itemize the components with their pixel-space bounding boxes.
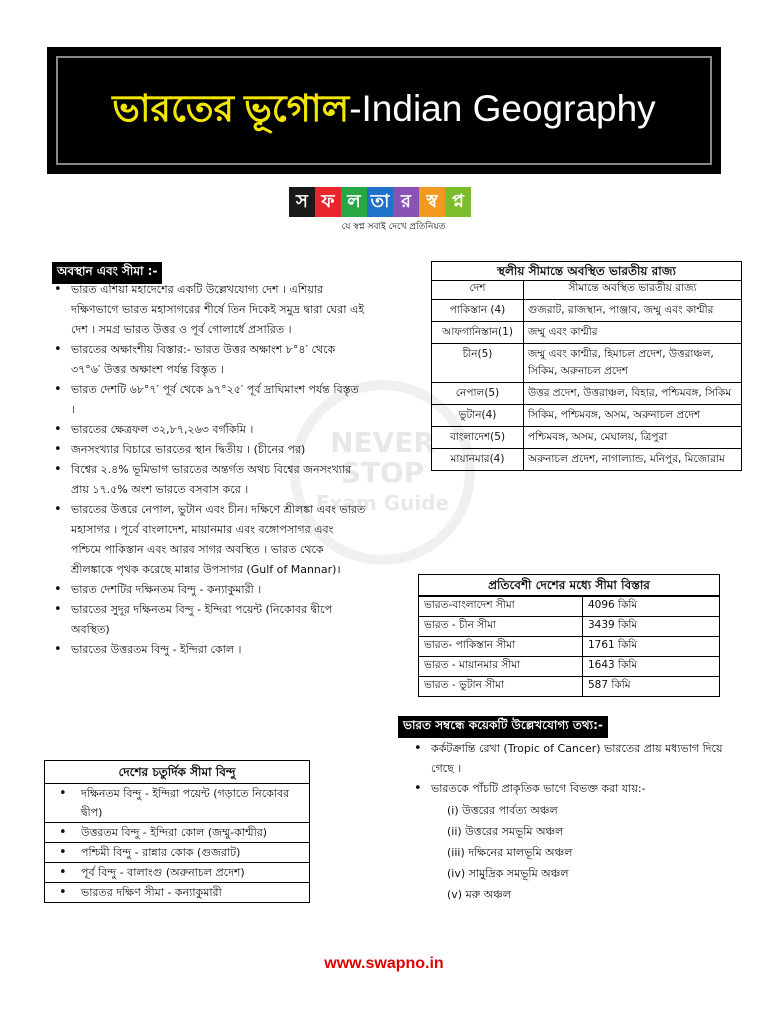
states-cell: পশ্চিমবঙ্গ, অসম, মেঘালয়, ত্রিপুরা (524, 427, 742, 449)
list-item: • ভারত দেশটি ৬৮°৭′ পূর্ব থেকে ৯৭°২৫′ পূর্ব দ্রাঘিমাংশ পর্যন্ত বিস্তৃত । (44, 380, 366, 420)
table-row (432, 383, 742, 405)
states-cell: গুজরাট, রাজস্থান, পাঞ্জাব, জম্মু এবং কাশ্মীর (524, 300, 742, 322)
border-length-cell: 587 কিমি (583, 677, 720, 697)
table-row (432, 322, 742, 344)
states-cell: অরুনাচল প্রদেশ, নাগাল্যান্ড, মনিপুর, মিজোরাম (524, 449, 742, 471)
region-item: (iii) দক্ষিনের মালভূমি অঞ্চল (447, 846, 573, 859)
list-item: • ভারতর দক্ষিণ সীমা - কন্যাকুমারী (45, 883, 309, 902)
title-english: -Indian Geography (349, 88, 656, 129)
border-points-list (45, 784, 309, 902)
table-row (432, 405, 742, 427)
table-row (432, 427, 742, 449)
brand-logo (289, 187, 471, 217)
list-item: • ভারত দেশটির দক্ষিনতম বিন্দু - কন্যাকুমারী । (44, 580, 366, 600)
column-header: দেশ (432, 281, 524, 300)
list-item: • জনসংখ্যার বিচারে ভারতের স্থান দ্বিতীয় । (চীনের পর) (44, 440, 366, 460)
region-item: (ii) উত্তরের সমভূমি অঞ্চল (447, 825, 564, 838)
border-length-cell: 1761 কিমি (583, 637, 720, 657)
border-length-cell: 1643 কিমি (583, 657, 720, 677)
logo-tile: র (393, 187, 419, 217)
logo-tile: তা (367, 187, 393, 217)
logo-tile: প্ন (445, 187, 471, 217)
table-row (419, 637, 720, 657)
watermark-line: Exam Guide (315, 490, 450, 515)
list-item: • পূর্ব বিন্দু - বালাংগু (অরুনাচল প্রদেশ) (45, 863, 309, 883)
border-name-cell: ভারত - ভুটান সীমা (419, 677, 583, 697)
title-banner-frame (56, 56, 712, 165)
footer-url[interactable]: www.swapno.in (324, 955, 444, 972)
page-title (112, 79, 655, 142)
list-item: • ভারতের উত্তরতম বিন্দু - ইন্দিরা কোল । (44, 640, 366, 660)
region-item: (iv) সামুদ্রিক সমভূমি অঞ্চল (447, 867, 569, 880)
border-name-cell: ভারত- পাকিস্তান সীমা (419, 637, 583, 657)
states-table (431, 280, 742, 471)
regions-list (447, 800, 572, 905)
country-cell: ভুটান(4) (432, 405, 524, 427)
border-points-box (44, 760, 310, 903)
border-length-table (418, 596, 720, 697)
list-item: • কর্কটক্রান্তি রেখা (Tropic of Cancer) ভারতের প্রায় মধ্যভাগ দিয়ে গেছে । (404, 739, 734, 779)
watermark-line: NEVER (330, 425, 435, 459)
watermark-line: STOP (340, 455, 425, 489)
border-length-cell: 3439 কিমি (583, 617, 720, 637)
logo-tile: ল (341, 187, 367, 217)
table-header-row (432, 281, 742, 300)
column-header: সীমান্তে অবস্থিত ভারতীয় রাজ্য (524, 281, 742, 300)
logo-tagline: যে স্বপ্ন সবাই দেখে প্রতিনিয়ত (341, 222, 446, 232)
facts-heading: ভারত সম্বন্ধে কয়েকটি উল্লেখযোগ্য তথ্য:- (398, 716, 608, 738)
country-cell: মায়ানমার(4) (432, 449, 524, 471)
table-row (432, 449, 742, 471)
list-item: • পশ্চিমী বিন্দু - রান্নার কোক (গুজরাট) (45, 843, 309, 863)
region-item: (v) মরু অঞ্চল (447, 888, 511, 901)
list-item: • ভারতের উত্তরে নেপাল, ভুটান এবং চীন। দক্ষিণে শ্রীলঙ্কা এবং ভারত মহাসাগর । পূর্বে বাংলাদেশ, মায়ানমার এবং বঙ্গোপসাগর এবং পশ্চিমে পাকিস্তান এবং আরব সাগর অবস্থিত । ভারত থেকে শ্রীলঙ্কাকে পৃথক করেছে মান্নার উপসাগর (Gulf of Mannar)। (44, 500, 366, 580)
states-cell: উত্তর প্রদেশ, উত্তরাঞ্চল, বিহার, পশ্চিমবঙ্গ, সিকিম (524, 383, 742, 405)
country-cell: নেপাল(5) (432, 383, 524, 405)
region-item: (i) উত্তরের পার্বত্য অঞ্চল (447, 804, 558, 817)
table-row (432, 300, 742, 322)
logo-tile: স্ব (419, 187, 445, 217)
country-cell: পাকিস্তান (4) (432, 300, 524, 322)
list-item: • ভারতের অক্ষাংশীয় বিস্তার:- ভারত উত্তর অক্ষাংশ ৮°৪′ থেকে ৩৭°৬′ উত্তর অক্ষাংশ পর্যন্ত বিস্তৃত । (44, 340, 366, 380)
facts-list (404, 739, 734, 799)
country-cell: বাংলাদেশ(5) (432, 427, 524, 449)
country-cell: চীন(5) (432, 344, 524, 383)
location-list (44, 280, 366, 660)
location-heading: অবস্থান এবং সীমা :- (52, 262, 162, 284)
list-item: • দক্ষিনতম বিন্দু - ইন্দিরা পয়েন্ট (গড়াতে নিকোবর দ্বীপ) (45, 784, 309, 823)
states-cell: জম্মু এবং কাশ্মীর (524, 322, 742, 344)
list-item: • উত্তরতম বিন্দু - ইন্দিরা কোল (জম্মু-কাশ্মীর) (45, 823, 309, 843)
list-item: • ভারতকে পাঁচটি প্রাকৃতিক ভাগে বিভক্ত করা যায়:- (404, 779, 734, 799)
table-row (419, 597, 720, 617)
list-item: • ভারতের সুদূর দক্ষিনতম বিন্দু - ইন্দিরা পয়েন্ট (নিকোবর দ্বীপে অবস্থিত) (44, 600, 366, 640)
logo-tile: ফ (315, 187, 341, 217)
list-item: • ভারতের ক্ষেত্রফল ৩২,৮৭,২৬৩ বর্গকিমি । (44, 420, 366, 440)
table-row (432, 344, 742, 383)
border-name-cell: ভারত - চীন সীমা (419, 617, 583, 637)
list-item: • ভারত এশিয়া মহাদেশের একটি উল্লেখযোগ্য দেশ । এশিয়ার দক্ষিণভাগে ভারত মহাসাগরের শীর্ষে তিন দিকেই সমুদ্র দ্বারা ঘেরা এই দেশ । সমগ্র ভারত উত্তর ও পূর্ব গোলার্ধে প্রসারিত । (44, 280, 366, 340)
border-length-cell: 4096 কিমি (583, 597, 720, 617)
title-bengali: ভারতের ভূগোল (112, 88, 350, 129)
title-banner (47, 47, 721, 174)
states-cell: জম্মু এবং কাশ্মীর, হিমাচল প্রদেশ, উত্তরাঞ্চল, সিকিম, অরুনাচল প্রদেশ (524, 344, 742, 383)
states-table-heading: স্থলীয় সীমান্তে অবস্থিত ভারতীয় রাজ্য (431, 261, 742, 281)
table-row (419, 617, 720, 637)
states-cell: সিকিম, পশ্চিমবঙ্গ, অসম, অরুনাচল প্রদেশ (524, 405, 742, 427)
table-row (419, 677, 720, 697)
border-points-heading: দেশের চতুর্দিক সীমা বিন্দু (45, 761, 309, 784)
logo-tile: স (289, 187, 315, 217)
border-name-cell: ভারত - মায়ানমার সীমা (419, 657, 583, 677)
country-cell: আফগানিস্তান(1) (432, 322, 524, 344)
border-length-heading: প্রতিবেশী দেশের মধ্যে সীমা বিস্তার (418, 574, 720, 596)
table-row (419, 657, 720, 677)
list-item: • বিশ্বের ২.৪% ভূমিভাগ ভারতের অন্তর্গত অথচ বিশ্বের জনসংখ্যার প্রায় ১৭.৫% অংশ ভারতে বসবাস করে । (44, 460, 366, 500)
border-name-cell: ভারত-বাংলাদেশ সীমা (419, 597, 583, 617)
